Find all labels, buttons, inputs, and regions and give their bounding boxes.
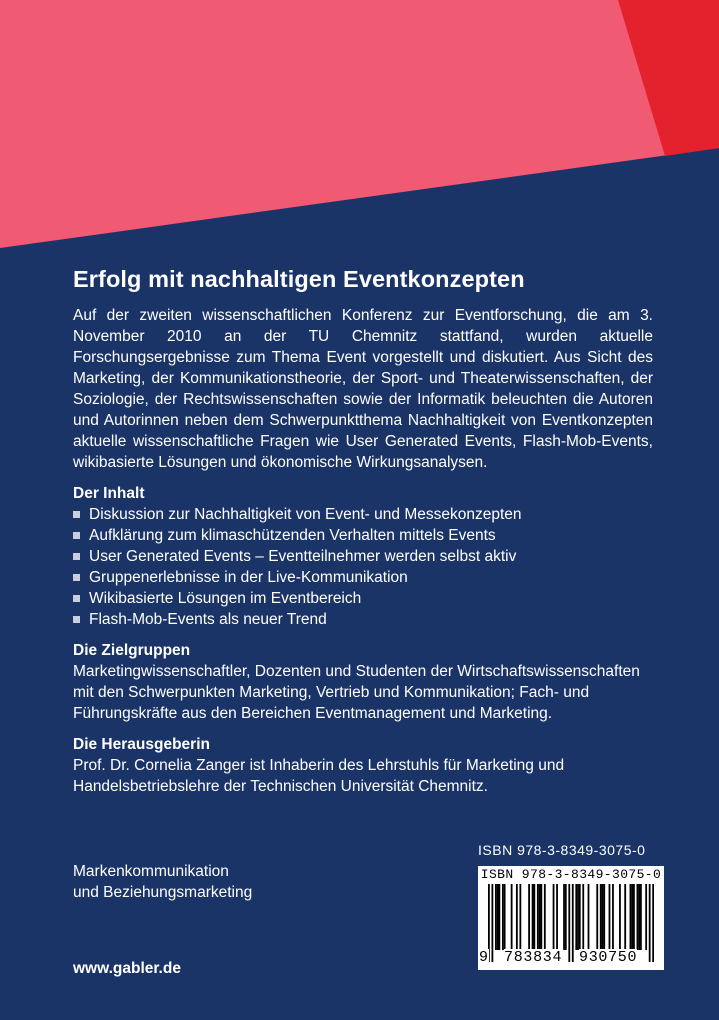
- barcode-isbn-text: ISBN 978-3-8349-3075-0: [480, 867, 662, 882]
- inhalt-list: [73, 504, 653, 630]
- barcode-bar: [612, 884, 614, 950]
- isbn-label: ISBN 978-3-8349-3075-0: [478, 842, 646, 858]
- series-name: [73, 861, 252, 903]
- barcode-bar: [633, 884, 635, 950]
- barcode-bar: [537, 884, 539, 950]
- herausgeberin-text: Prof. Dr. Cornelia Zanger ist Inhaberin des Lehrstuhls für Marketing und Handelsbetriebslehre der Technischen Universität Chemnitz.: [73, 757, 565, 795]
- square-bullet-icon: [73, 616, 80, 623]
- barcode-first-digit: 9: [479, 949, 489, 966]
- barcode-bar: [582, 884, 584, 950]
- zielgruppen-text: Marketingwissenschaftler, Dozenten und Studenten der Wirtschaftswissenschaften mit den Schwerpunkten Marketing, Vertrieb und Kommunikation; Fach- und Führungskräfte aus den Bereichen Eventmanagement und Marketing.: [73, 663, 640, 722]
- barcode-bar: [519, 884, 521, 950]
- barcode-bar: [640, 884, 642, 950]
- back-cover-text: [73, 266, 653, 797]
- barcode-bar: [540, 884, 542, 950]
- list-item: Gruppenerlebnisse in der Live-Kommunikation: [73, 567, 653, 588]
- barcode-left-digits: 783834: [504, 949, 563, 966]
- barcode-right-digits: 930750: [579, 949, 638, 966]
- barcode-bar: [511, 884, 513, 950]
- series-line-1: Markenkommunikation: [73, 863, 229, 880]
- barcode-bar: [502, 884, 504, 950]
- barcode-bar: [572, 884, 574, 962]
- isbn-barcode: [478, 866, 664, 970]
- list-item: User Generated Events – Eventteilnehmer werden selbst aktiv: [73, 546, 653, 567]
- barcode-bar: [619, 884, 621, 950]
- intro-paragraph: Auf der zweiten wissenschaftlichen Konferenz zur Eventforschung, die am 3. November 2010 an der TU Chemnitz stattfand, wurden aktuelle Forschungsergebnisse zum Thema Event vorgestellt und diskutiert. Aus Sicht des Marketing, der Kommunikationstheorie, der Sport- und Theaterwissenschaften, der Soziologie, der Rechtswissenschaften sowie der Informatik beleuchten die Autoren und Autorinnen neben dem Schwerpunktthema Nachhaltigkeit von Eventkonzepten aktuelle wissenschaftliche Fragen wie User Generated Events, Flash-Mob-Events, wikibasierte Lösungen und ökonomische Wirkungsanalysen.: [73, 307, 653, 471]
- publisher-url[interactable]: www.gabler.de: [73, 960, 181, 977]
- barcode-bar: [630, 884, 632, 950]
- herausgeberin-heading: Die Herausgeberin: [73, 736, 210, 753]
- list-item: Flash-Mob-Events als neuer Trend: [73, 609, 653, 630]
- book-title: Erfolg mit nachhaltigen Eventkonzepten: [73, 266, 525, 292]
- barcode-bar: [637, 884, 639, 950]
- barcode-bar: [652, 884, 654, 962]
- series-line-2: und Beziehungsmarketing: [73, 884, 253, 901]
- barcode-bar: [577, 884, 579, 950]
- inhalt-heading: Der Inhalt: [73, 485, 145, 502]
- barcode-bar: [532, 884, 534, 950]
- barcode-bar: [491, 884, 493, 962]
- square-bullet-icon: [73, 511, 80, 518]
- square-bullet-icon: [73, 574, 80, 581]
- barcode-bar: [539, 884, 541, 950]
- barcode-bar: [498, 884, 500, 950]
- list-item: Diskussion zur Nachhaltigkeit von Event- und Messekonzepten: [73, 504, 653, 525]
- barcode-bar: [603, 884, 605, 950]
- barcode-bar: [600, 884, 602, 950]
- inhalt-section: [73, 483, 653, 630]
- herausgeberin-section: [73, 734, 653, 797]
- zielgruppen-heading: Die Zielgruppen: [73, 642, 191, 659]
- square-bullet-icon: [73, 595, 80, 602]
- barcode-bar: [556, 884, 558, 950]
- barcode-bar: [528, 884, 530, 950]
- list-item: Aufklärung zum klimaschützenden Verhalten mittels Events: [73, 525, 653, 546]
- barcode-bar: [624, 884, 626, 950]
- barcode-bar: [649, 884, 651, 962]
- list-item: Wikibasierte Lösungen im Eventbereich: [73, 588, 653, 609]
- barcode-bar: [497, 884, 499, 950]
- barcode-bar: [631, 884, 633, 950]
- barcode-bar: [638, 884, 640, 950]
- barcode-bar: [579, 884, 581, 950]
- barcode-bar: [504, 884, 506, 950]
- zielgruppen-section: [73, 640, 653, 724]
- barcode-bar: [544, 884, 546, 950]
- square-bullet-icon: [73, 553, 80, 560]
- barcode-bar: [533, 884, 535, 950]
- barcode-bar: [516, 884, 518, 950]
- square-bullet-icon: [73, 532, 80, 539]
- barcode-bar: [563, 884, 565, 950]
- barcode-bar: [495, 884, 497, 950]
- barcode-bar: [565, 884, 567, 950]
- barcode-bar: [553, 884, 555, 950]
- barcode-bar: [575, 884, 577, 950]
- barcode-bar: [568, 884, 570, 962]
- barcode-bar: [588, 884, 590, 950]
- barcode-bar: [609, 884, 611, 950]
- barcode-bar: [596, 884, 598, 950]
- barcode-bar: [645, 884, 647, 950]
- barcode-bar: [602, 884, 604, 950]
